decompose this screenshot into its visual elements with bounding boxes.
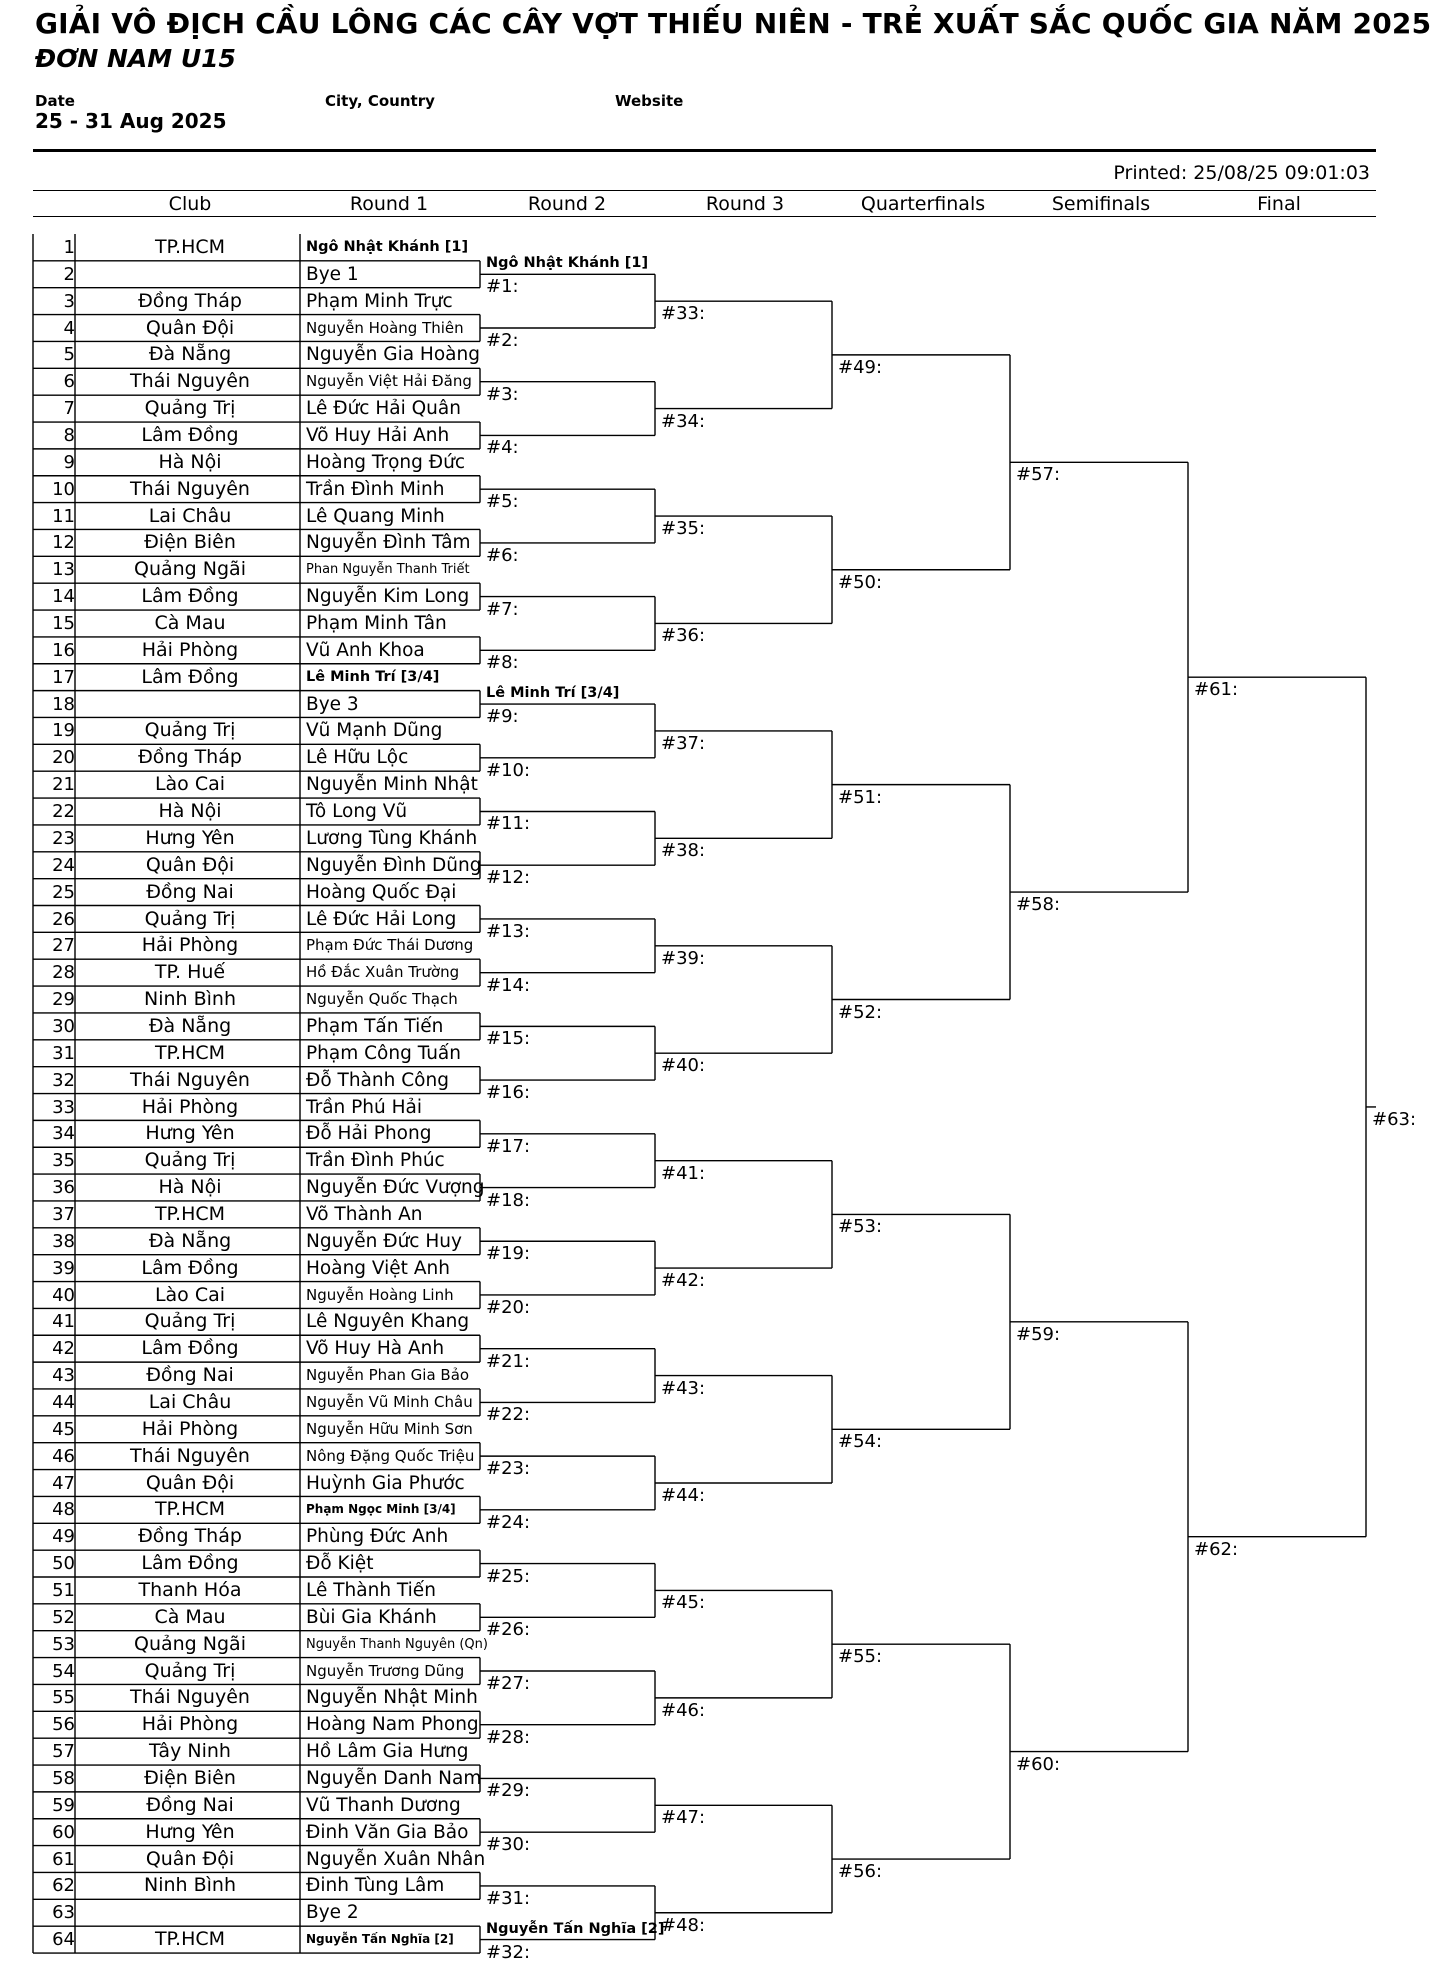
entry-club: Đồng Nai [146, 1793, 234, 1816]
entry-player: Lê Quang Minh [306, 505, 445, 527]
entry-player: Lê Đức Hải Long [306, 908, 457, 930]
match-label: #3: [486, 383, 519, 405]
match-label: #57: [1016, 464, 1061, 486]
entry-number: 12 [52, 532, 75, 554]
entry-number: 50 [52, 1553, 75, 1575]
entry-number: 41 [52, 1311, 75, 1333]
entry-club: Thái Nguyên [130, 477, 250, 500]
match-label: #58: [1016, 894, 1061, 916]
entry-player: Lê Đức Hải Quân [306, 398, 461, 420]
match-label: #23: [486, 1458, 531, 1480]
entry-player: Phạm Minh Tân [306, 613, 447, 635]
match-label: #6: [486, 544, 519, 566]
match-label: #9: [486, 706, 519, 728]
match-label: #37: [661, 732, 706, 754]
entry-player: Hoàng Nam Phong [306, 1714, 479, 1736]
entry-player: Bye 2 [306, 1902, 359, 1924]
entry-number: 56 [52, 1714, 75, 1736]
entry-club: TP.HCM [154, 1498, 226, 1521]
entry-club: Tây Ninh [149, 1740, 231, 1763]
event-subtitle: ĐƠN NAM U15 [35, 44, 236, 73]
entry-player: Tô Long Vũ [306, 801, 408, 823]
match-label: #45: [661, 1592, 706, 1614]
match-label: #48: [661, 1914, 706, 1936]
entry-number: 52 [52, 1606, 75, 1628]
entry-number: 49 [52, 1526, 75, 1548]
entry-player: Nguyễn Hoàng Linh [306, 1285, 454, 1304]
entry-player: Hoàng Trọng Đức [306, 451, 466, 473]
entry-number: 7 [63, 398, 75, 420]
entry-club: Quảng Trị [144, 1149, 236, 1172]
entry-player: Trần Đình Phúc [306, 1150, 445, 1172]
entry-number: 22 [52, 801, 75, 823]
entry-number: 58 [52, 1768, 75, 1790]
entry-club: Đà Nẵng [148, 343, 232, 366]
entry-club: Quảng Trị [144, 719, 236, 742]
entry-number: 46 [52, 1445, 75, 1467]
match-label: #2: [486, 330, 519, 351]
entry-number: 29 [52, 989, 75, 1011]
entry-club: Lâm Đồng [141, 1337, 239, 1360]
entry-player: Nguyễn Phan Gia Bảo [306, 1366, 470, 1385]
column-header-club: Club [168, 193, 212, 215]
city-label: City, Country [325, 92, 435, 110]
match-label: #47: [661, 1807, 706, 1829]
match-label: #29: [486, 1780, 531, 1802]
entry-club: Hà Nội [158, 800, 222, 823]
column-header-final: Final [1257, 193, 1301, 215]
entry-player: Nguyễn Tấn Nghĩa [2] [306, 1932, 454, 1947]
match-label: #19: [486, 1243, 531, 1265]
entry-player: Đỗ Kiệt [306, 1553, 374, 1575]
match-label: #31: [486, 1887, 531, 1909]
entry-club: Lâm Đồng [141, 585, 239, 608]
match-label: #36: [661, 625, 706, 647]
entry-player: Đỗ Thành Công [306, 1069, 449, 1091]
entry-player: Nguyễn Xuân Nhân [306, 1848, 486, 1870]
entry-club: TP.HCM [154, 1928, 226, 1951]
match-label: #16: [486, 1082, 531, 1104]
entry-player: Lương Tùng Khánh [306, 827, 478, 849]
entry-club: Cà Mau [154, 612, 226, 635]
entry-player: Huỳnh Gia Phước [306, 1472, 465, 1494]
entry-club: Cà Mau [154, 1605, 226, 1628]
match-label: #46: [661, 1699, 706, 1721]
entry-club: Điện Biên [144, 1767, 236, 1790]
match-label: #22: [486, 1404, 531, 1426]
entry-club: Hải Phòng [141, 638, 239, 661]
entry-player: Nguyễn Quốc Thạch [306, 990, 458, 1009]
entry-player: Trần Đình Minh [306, 478, 445, 500]
entry-club: Quảng Trị [144, 1659, 236, 1682]
entry-number: 1 [63, 237, 75, 258]
entry-number: 21 [52, 774, 75, 796]
match-label: #4: [486, 437, 519, 459]
date-label: Date [35, 92, 75, 110]
entry-club: Quảng Trị [144, 397, 236, 420]
entry-club: Hà Nội [158, 1176, 222, 1199]
match-label: #32: [486, 1941, 531, 1963]
entry-club: Lào Cai [154, 773, 226, 796]
entry-club: Hải Phòng [141, 1417, 239, 1440]
entry-player: Nguyễn Thanh Nguyên (Qn) [306, 1636, 488, 1652]
entry-number: 26 [52, 908, 75, 930]
match-label: #5: [486, 491, 519, 513]
match-label: #59: [1016, 1323, 1061, 1345]
entry-number: 23 [52, 827, 75, 849]
entry-club: Thái Nguyên [130, 370, 250, 393]
match-label: #15: [486, 1028, 531, 1050]
entry-club: Đồng Tháp [138, 289, 242, 312]
entry-club: Quân Đội [145, 853, 235, 876]
match-label: #33: [661, 303, 706, 325]
page-title: GIẢI VÔ ĐỊCH CẦU LÔNG CÁC CÂY VỢT THIẾU NIÊN - TRẺ XUẤT SẮC QUỐC GIA NĂM 2025 [35, 7, 1431, 40]
entry-player: Bùi Gia Khánh [306, 1606, 437, 1628]
match-label: #34: [661, 410, 706, 432]
entry-club: Hải Phòng [141, 1095, 239, 1118]
entry-club: Đồng Tháp [138, 1525, 242, 1548]
entry-number: 45 [52, 1418, 75, 1440]
entry-player: Trần Phú Hải [306, 1096, 423, 1118]
advanced-player: Lê Minh Trí [3/4] [486, 685, 620, 702]
entry-club: Hưng Yên [145, 1122, 235, 1145]
entry-player: Lê Hữu Lộc [306, 747, 409, 769]
entry-club: Quảng Ngãi [134, 558, 246, 581]
entry-club: Ninh Bình [143, 1874, 236, 1897]
entry-number: 61 [52, 1848, 75, 1870]
entry-number: 59 [52, 1794, 75, 1816]
entry-number: 28 [52, 962, 75, 984]
match-label: #56: [838, 1861, 883, 1883]
entry-club: Đà Nẵng [148, 1229, 232, 1252]
entry-number: 47 [52, 1472, 75, 1494]
entry-number: 40 [52, 1284, 75, 1306]
entry-player: Phan Nguyễn Thanh Triết [306, 562, 470, 578]
entry-number: 27 [52, 935, 75, 957]
entry-player: Vũ Thanh Dương [306, 1794, 461, 1816]
entry-number: 19 [52, 720, 75, 742]
entry-club: Lai Châu [148, 1390, 232, 1413]
match-label: #42: [661, 1270, 706, 1292]
match-label: #50: [838, 571, 883, 593]
entry-number: 36 [52, 1177, 75, 1199]
entry-number: 39 [52, 1257, 75, 1279]
entry-club: Đà Nẵng [148, 1014, 232, 1037]
column-header-round-3: Round 3 [705, 193, 785, 215]
entry-number: 18 [52, 693, 75, 715]
match-label: #44: [661, 1484, 706, 1506]
entry-player: Võ Huy Hải Anh [306, 425, 450, 447]
match-label: #63: [1372, 1108, 1417, 1130]
match-label: #17: [486, 1135, 531, 1157]
entry-club: Quân Đội [145, 1471, 235, 1494]
match-label: #53: [838, 1216, 883, 1238]
match-label: #52: [838, 1001, 883, 1023]
column-header-semifinals: Semifinals [1051, 193, 1151, 215]
match-label: #43: [661, 1377, 706, 1399]
entry-player: Phạm Tấn Tiến [306, 1015, 444, 1037]
entry-number: 51 [52, 1580, 75, 1601]
entry-number: 8 [63, 425, 75, 447]
entry-club: Hưng Yên [145, 826, 235, 849]
entry-number: 55 [52, 1687, 75, 1709]
match-label: #8: [486, 652, 519, 674]
column-header-round-1: Round 1 [349, 193, 429, 215]
entry-number: 32 [52, 1069, 75, 1091]
entry-player: Nguyễn Đình Dũng [306, 854, 482, 876]
match-label: #11: [486, 813, 531, 835]
entry-club: Hải Phòng [141, 934, 239, 957]
entry-player: Nguyễn Đình Tâm [306, 532, 471, 554]
entry-number: 43 [52, 1365, 75, 1387]
match-label: #39: [661, 947, 706, 969]
entry-number: 37 [52, 1203, 75, 1225]
match-label: #27: [486, 1673, 531, 1694]
match-label: #61: [1194, 679, 1239, 701]
entry-club: Đồng Nai [146, 1364, 234, 1387]
entry-player: Nguyễn Việt Hải Đăng [306, 372, 472, 391]
entry-club: Hưng Yên [145, 1820, 235, 1843]
entry-player: Nguyễn Trương Dũng [306, 1661, 465, 1680]
entry-club: TP. Huế [154, 961, 226, 984]
entry-number: 62 [52, 1875, 75, 1897]
match-label: #7: [486, 598, 519, 620]
entry-club: Thái Nguyên [130, 1444, 250, 1467]
entry-club: Lâm Đồng [141, 1552, 239, 1575]
entry-number: 33 [52, 1096, 75, 1118]
entry-number: 30 [52, 1015, 75, 1037]
entry-club: Quân Đội [145, 316, 235, 339]
entry-player: Lê Minh Trí [3/4] [306, 668, 440, 685]
entry-player: Nguyễn Nhật Minh [306, 1687, 478, 1709]
match-label: #26: [486, 1619, 531, 1641]
match-label: #14: [486, 974, 531, 996]
entry-player: Hoàng Quốc Đại [306, 881, 457, 903]
entry-player: Bye 1 [306, 263, 359, 285]
match-label: #12: [486, 867, 531, 889]
column-header-quarterfinals: Quarterfinals [860, 193, 986, 215]
entry-number: 48 [52, 1499, 75, 1521]
entry-player: Nguyễn Minh Nhật [306, 774, 478, 796]
match-label: #28: [486, 1726, 531, 1748]
entry-club: Hà Nội [158, 450, 222, 473]
match-label: #38: [661, 840, 706, 862]
entry-number: 64 [52, 1929, 75, 1951]
entry-number: 57 [52, 1741, 75, 1763]
entry-number: 4 [63, 317, 75, 339]
entry-number: 2 [63, 263, 75, 285]
match-label: #18: [486, 1189, 531, 1211]
entry-player: Nguyễn Danh Nam [306, 1768, 482, 1790]
entry-player: Đỗ Hải Phong [306, 1123, 432, 1145]
advanced-player: Ngô Nhật Khánh [1] [486, 255, 649, 272]
match-label: #20: [486, 1296, 531, 1318]
entry-club: Lâm Đồng [141, 424, 239, 447]
entry-player: Hồ Lâm Gia Hưng [306, 1741, 469, 1763]
match-label: #35: [661, 518, 706, 540]
entry-club: Thanh Hóa [138, 1579, 242, 1601]
entry-club: TP.HCM [154, 1041, 226, 1064]
entry-number: 5 [63, 344, 75, 366]
match-label: #25: [486, 1565, 531, 1587]
match-label: #55: [838, 1646, 883, 1668]
entry-number: 38 [52, 1230, 75, 1252]
advanced-player: Nguyễn Tấn Nghĩa [2] [486, 1920, 665, 1937]
match-label: #10: [486, 759, 531, 781]
entry-club: Hải Phòng [141, 1713, 239, 1736]
entry-club: Lâm Đồng [141, 1256, 239, 1279]
entry-player: Bye 3 [306, 693, 359, 715]
match-label: #54: [838, 1431, 883, 1453]
entry-player: Võ Thành An [306, 1203, 423, 1225]
entry-player: Nguyễn Vũ Minh Châu [306, 1392, 473, 1411]
entry-player: Hoàng Việt Anh [306, 1257, 450, 1279]
entry-player: Nguyễn Kim Long [306, 586, 470, 608]
entry-number: 13 [52, 559, 75, 581]
entry-number: 11 [52, 505, 75, 527]
match-label: #41: [661, 1162, 706, 1184]
match-label: #62: [1194, 1538, 1239, 1560]
match-label: #21: [486, 1350, 531, 1372]
entry-club: Quảng Trị [144, 1310, 236, 1333]
entry-player: Phạm Công Tuấn [306, 1042, 461, 1064]
entry-player: Nguyễn Hữu Minh Sơn [306, 1419, 473, 1438]
entry-club: Quân Đội [145, 1847, 235, 1870]
entry-club: Ninh Bình [143, 988, 236, 1011]
entry-number: 20 [52, 747, 75, 769]
match-label: #24: [486, 1511, 531, 1533]
entry-player: Nguyễn Hoàng Thiên [306, 318, 464, 337]
entry-club: TP.HCM [154, 236, 226, 258]
entry-number: 6 [63, 371, 75, 393]
match-label: #49: [838, 356, 883, 378]
entry-club: Lào Cai [154, 1283, 226, 1306]
entry-player: Ngô Nhật Khánh [1] [306, 239, 469, 255]
entry-player: Nguyễn Gia Hoàng [306, 344, 480, 366]
entry-player: Hồ Đắc Xuân Trường [306, 963, 460, 982]
match-label: #40: [661, 1055, 706, 1077]
entry-player: Đinh Tùng Lâm [306, 1875, 445, 1897]
entry-number: 63 [52, 1902, 75, 1924]
entry-club: Thái Nguyên [130, 1068, 250, 1091]
entry-number: 15 [52, 613, 75, 635]
entry-player: Nguyễn Đức Vượng [306, 1177, 485, 1199]
entry-number: 17 [52, 666, 75, 688]
entry-player: Vũ Mạnh Dũng [306, 720, 443, 742]
entry-club: Lai Châu [148, 504, 232, 527]
entry-club: Quảng Ngãi [134, 1632, 246, 1655]
entry-player: Phạm Minh Trực [306, 290, 453, 312]
match-label: #60: [1016, 1753, 1061, 1775]
date-value: 25 - 31 Aug 2025 [35, 109, 227, 133]
entry-player: Lê Thành Tiến [306, 1580, 436, 1601]
entry-player: Nguyễn Đức Huy [306, 1230, 462, 1252]
entry-player: Phạm Đức Thái Dương [306, 936, 474, 955]
entry-number: 16 [52, 639, 75, 661]
entry-player: Phạm Ngọc Minh [3/4] [306, 1502, 456, 1517]
printed-timestamp: Printed: 25/08/25 09:01:03 [1113, 162, 1370, 184]
column-header-round-2: Round 2 [527, 193, 607, 215]
entry-number: 34 [52, 1123, 75, 1145]
match-label: #51: [838, 786, 883, 808]
entry-club: TP.HCM [154, 1202, 226, 1225]
entry-number: 53 [52, 1633, 75, 1655]
match-label: #1: [486, 276, 519, 298]
entry-number: 60 [52, 1821, 75, 1843]
entry-number: 3 [63, 290, 75, 312]
entry-player: Lê Nguyên Khang [306, 1311, 470, 1333]
entry-club: Điện Biên [144, 531, 236, 554]
entry-number: 35 [52, 1150, 75, 1172]
entry-player: Vũ Anh Khoa [306, 639, 425, 661]
match-label: #13: [486, 920, 531, 942]
entry-number: 25 [52, 881, 75, 903]
entry-number: 14 [52, 586, 75, 608]
match-label: #30: [486, 1834, 531, 1856]
entry-number: 44 [52, 1391, 75, 1413]
entry-number: 42 [52, 1338, 75, 1360]
entry-number: 24 [52, 854, 75, 876]
entry-club: Đồng Nai [146, 880, 234, 903]
entry-club: Quảng Trị [144, 907, 236, 930]
entry-number: 31 [52, 1042, 75, 1064]
entry-number: 9 [63, 451, 75, 473]
entry-number: 54 [52, 1660, 75, 1682]
entry-club: Lâm Đồng [141, 665, 239, 688]
entry-player: Đinh Văn Gia Bảo [306, 1821, 469, 1843]
entry-club: Đồng Tháp [138, 746, 242, 769]
entry-club: Thái Nguyên [130, 1686, 250, 1709]
entry-player: Phùng Đức Anh [306, 1526, 449, 1548]
website-label: Website [615, 92, 684, 110]
entry-player: Nông Đặng Quốc Triệu [306, 1446, 475, 1465]
entry-player: Võ Huy Hà Anh [306, 1338, 445, 1360]
entry-number: 10 [52, 478, 75, 500]
